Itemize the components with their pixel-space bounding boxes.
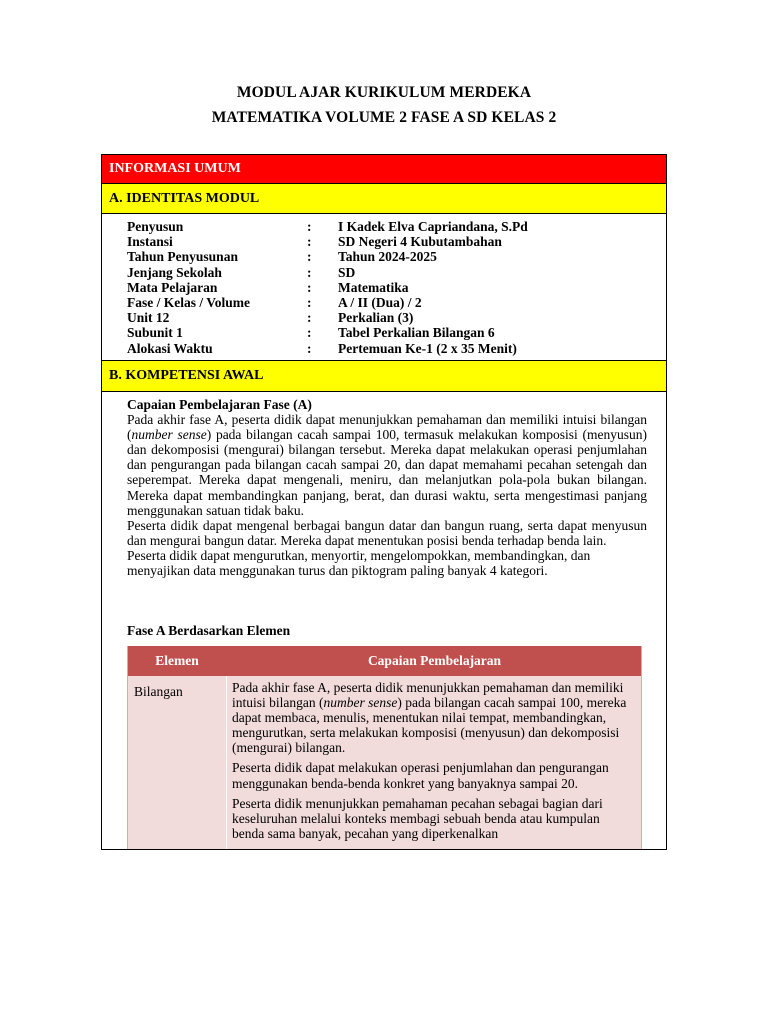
cell-paragraph: [232, 680, 627, 755]
page-subtitle: MATEMATIKA VOLUME 2 FASE A SD KELAS 2: [211, 109, 557, 126]
emphasis-term: number sense: [131, 427, 207, 443]
table-row: [128, 676, 642, 850]
identity-value: Pertemuan Ke-1 (2 x 35 Menit): [338, 340, 517, 356]
identity-value: Matematika: [338, 279, 409, 295]
capaian-paragraph: Peserta didik dapat mengenal berbagai bangun datar dan bangun ruang, serta dapat menyusun dan mengurai bangun datar. Mereka dapat menentukan posisi benda terhadap benda lain.: [127, 517, 647, 548]
cell-paragraph: Peserta didik dapat melakukan operasi penjumlahan dan pengurangan menggunakan benda-benda konkret yang banyaknya sampai 20.: [232, 760, 609, 791]
identity-colon: :: [307, 219, 312, 234]
identity-label: Subunit 1: [127, 325, 183, 341]
identity-value: SD: [338, 264, 356, 280]
table-header-row: [128, 646, 642, 676]
capaian-pembelajaran: [127, 397, 647, 578]
module-info-frame: [101, 154, 667, 850]
text-span: ) pada bilangan cacah sampai 100, termasuk melakukan komposisi (menyusun) dan dekomposisi (mengurai) bilangan tersebut. Mereka dapat melakukan operasi penjumlahan dan pengurangan pada bilangan cacah sampai 20, dan dapat memahami pecahan setengah dan seperempat. Mereka dapat mengenali, meniru, dan melanjutkan pola-pola bukan bilangan. Mereka dapat membandingkan panjang, berat, dan durasi waktu, serta mengestimasi panjang menggunakan satuan tidak baku.: [127, 427, 647, 518]
identity-label: Fase / Kelas / Volume: [127, 294, 251, 310]
capaian-heading: Capaian Pembelajaran Fase (A): [127, 397, 312, 412]
identity-label: Penyusun: [127, 219, 184, 234]
text-span: Pada akhir fase A, peserta didik dapat menunjukkan pemahaman dan memiliki intuisi bilangan (: [127, 412, 647, 443]
page-title: MODUL AJAR KURIKULUM MERDEKA: [236, 84, 532, 101]
identity-label: Mata Pelajaran: [127, 279, 218, 295]
identity-row: [127, 341, 647, 356]
column-header-capaian: Capaian Pembelajaran: [367, 653, 502, 668]
text-span: ) pada bilangan cacah sampai 100, mereka dapat membaca, menulis, menentukan nilai tempat, membandingkan, mengurutkan, serta melakukan komposisi (menyusun) dan dekomposisi (mengurai) bilangan.: [232, 695, 627, 756]
section-informasi-umum: INFORMASI UMUM: [102, 155, 666, 184]
identity-colon: :: [307, 294, 312, 310]
identity-row: [127, 234, 647, 249]
identity-colon: :: [307, 340, 312, 356]
elemen-table: [127, 646, 642, 850]
identity-row: [127, 249, 647, 264]
section-identitas-modul: A. IDENTITAS MODUL: [102, 184, 666, 214]
text-span: Pada akhir fase A, peserta didik menunjukkan pemahaman dan memiliki intuisi bilangan (: [232, 680, 624, 711]
capaian-paragraph: Peserta didik dapat mengurutkan, menyortir, mengelompokkan, membandingkan, dan menyajikan data menggunakan turus dan piktogram paling banyak 4 kategori.: [127, 547, 591, 579]
identity-value: Tabel Perkalian Bilangan 6: [338, 325, 495, 341]
identity-value: A / II (Dua) / 2: [338, 294, 422, 310]
identity-colon: :: [307, 234, 312, 250]
identity-colon: :: [307, 249, 312, 265]
identity-row: [127, 325, 647, 340]
identity-row: [127, 219, 647, 234]
cell-capaian: [232, 680, 627, 846]
identity-colon: :: [307, 264, 312, 280]
cell-elemen: Bilangan: [134, 684, 183, 699]
capaian-paragraph: [127, 412, 647, 518]
section-kompetensi-awal: B. KOMPETENSI AWAL: [102, 361, 666, 392]
identity-label: Tahun Penyusunan: [127, 249, 238, 265]
identity-row: [127, 310, 647, 325]
identity-value: Perkalian (3): [338, 310, 414, 326]
identity-value: I Kadek Elva Capriandana, S.Pd: [338, 219, 528, 234]
elemen-heading: Fase A Berdasarkan Elemen: [127, 623, 291, 638]
identity-colon: :: [307, 279, 312, 295]
identity-list: [127, 219, 647, 356]
identity-label: Jenjang Sekolah: [127, 264, 222, 280]
column-divider: [226, 676, 227, 850]
identity-colon: :: [307, 325, 312, 341]
identity-label: Instansi: [127, 234, 173, 250]
identity-value: SD Negeri 4 Kubutambahan: [338, 234, 502, 250]
identity-label: Unit 12: [127, 310, 170, 326]
identity-value: Tahun 2024-2025: [338, 249, 437, 265]
identity-row: [127, 295, 647, 310]
identity-row: [127, 280, 647, 295]
identity-row: [127, 265, 647, 280]
identity-colon: :: [307, 310, 312, 326]
emphasis-term: number sense: [323, 695, 398, 711]
column-header-elemen: Elemen: [155, 653, 199, 668]
cell-paragraph: Peserta didik menunjukkan pemahaman pecahan sebagai bagian dari keseluruhan melalui konteks membagi sebuah benda atau kumpulan benda sama banyak, pecahan yang diperkenalkan: [232, 795, 603, 841]
identity-label: Alokasi Waktu: [127, 340, 213, 356]
